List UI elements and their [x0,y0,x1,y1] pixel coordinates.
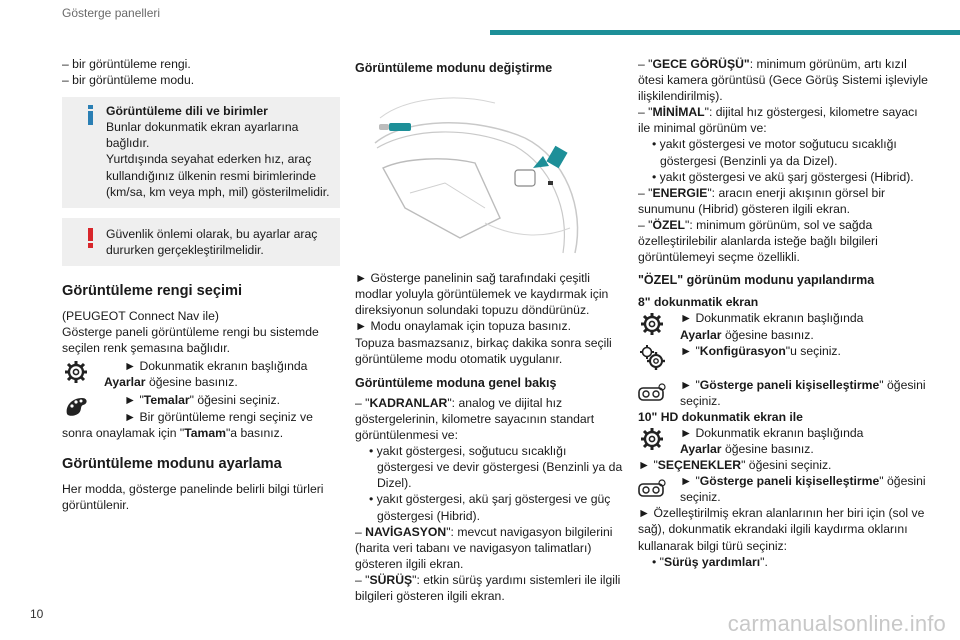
mode-item [355,572,623,604]
text: : minimum görünüm, artı kızıl ötesi kamera görüntüsü (Gece Görüş Sistemi işleviyle ilişkilendirilmiş). [638,57,928,104]
step-text: ► Dokunmatik ekranın başlığında [124,359,308,374]
step-text: ► " [638,458,658,473]
text: ": aracın enerji akışının görsel bir sunumunu (Hibrid) gösteren ilgili ekran. [638,185,886,216]
mode-name: KADRANLAR [369,395,448,410]
paragraph: Gösterge paneli görüntüleme rengi bu sistemde seçilen renk şemasına bağlıdır. [62,325,319,356]
mode-item [638,185,928,217]
step-bold: Tamam [184,425,226,440]
heading-custom: "ÖZEL" görünüm modunu yapılandırma [638,273,875,288]
step-text: öğesine basınız. [721,327,814,342]
text: – " [638,57,653,71]
gear-icon [638,425,666,453]
mode-name: ÖZEL [652,217,685,232]
step-configuration [638,343,928,377]
warning-body: Güvenlik önlemi olarak, bu ayarlar araç dururken gerçekleştirilmelidir. [106,226,318,257]
step-text: " öğesini seçiniz. [741,458,832,473]
dash-item: – bir görüntüleme modu. [62,73,195,88]
warning-box [62,218,340,266]
step-text: öğesine basınız. [145,375,238,390]
step-bold: Ayarlar [104,375,146,390]
bullet-item: • yakıt göstergesi, soğutucu sıcaklığı göstergesi ve devir göstergesi (Benzinli ya da Dizel). [369,444,623,491]
gear-icon [638,310,666,338]
info-body: Bunlar dokunmatik ekran ayarlarına bağlıdır. [106,120,299,151]
step-themes [62,392,340,440]
heading-mode: Görüntüleme modunu ayarlama [62,455,282,472]
mode-item [638,56,928,104]
mode-item [638,217,928,265]
text: – " [355,572,370,587]
step-text: ► Dokunmatik ekranın başlığında [680,425,864,440]
text: – [355,524,366,539]
dashboard-icon [638,479,666,499]
text: ". [760,554,768,569]
mode-item [355,395,623,443]
mode-name: MİNİMAL [652,105,705,120]
step-text: "u seçiniz. [785,343,841,358]
step-bold: SEÇENEKLER [657,458,742,473]
info-box [62,97,340,208]
text: ": dijital hız göstergesi, kilometre sayacı ile minimal görünüm ve: [638,105,918,136]
dashboard-icon [638,383,666,403]
step-dashboard [638,377,928,409]
mode-item [355,524,623,572]
step-text: " öğesini seçiniz. [680,474,926,505]
palette-icon [62,392,90,420]
text: – " [638,217,653,232]
paragraph: ► Gösterge panelinin sağ tarafındaki çeşitli modlar yoluyla görüntülemek ve kaydırmak için direksiyonun solundaki topuzu döndürünüz. [355,271,609,318]
step-text: ► Dokunmatik ekranın başlığında [680,311,864,326]
paragraph: Topuza basmazsanız, birkaç dakika sonra seçili görüntüleme modu otomatik uygulanır. [355,335,612,366]
step-options [638,457,928,473]
heading-change: Görüntüleme modunu değiştirme [355,61,553,75]
mode-name: GECE GÖRÜŞÜ" [652,57,750,71]
info-icon [84,105,98,125]
mode-name: NAVİGASYON [365,524,447,539]
step-text: ► " [680,343,700,358]
heading-overview: Görüntüleme moduna genel bakış [355,375,557,390]
mode-item [638,104,928,136]
mode-name: ENERGIE [652,185,708,200]
paragraph: Her modda, gösterge panelinde belirli bilgi türleri görüntülenir. [62,481,324,512]
subheading-8inch: 8" dokunmatik ekran [638,295,759,310]
text: ": minimum görünüm, sol ve sağda özelleştirilebilir alanlarda isteğe bağlı bilgileri görüntülemeyi seçme özellikli. [638,217,878,265]
heading-color: Görüntüleme rengi seçimi [62,282,243,299]
warning-icon [84,228,98,248]
paragraph: ► Modu onaylamak için topuza basınız. [355,319,571,334]
paragraph: ► Özelleştirilmiş ekran alanlarının her biri için (sol ve sağ), dokunmatik ekrandaki ilgili kaydırma oklarını kullanarak bilgi türü seçiniz: [638,506,925,553]
column-2 [355,56,623,604]
gears-icon [638,343,666,371]
step-bold: Gösterge paneli kişiselleştirme [699,377,880,392]
text: ": etkin sürüş yardımı sistemleri ile ilgili bilgileri gösteren ilgili ekran. [355,572,621,603]
step-bold: Gösterge paneli kişiselleştirme [699,474,880,489]
watermark: carmanualsonline.info [727,611,946,636]
step-settings [638,310,928,342]
column-1 [62,56,340,513]
header-accent-bar [490,30,960,35]
column-3 [638,56,928,570]
step-bold: Ayarlar [680,441,722,456]
step-text: ► " [680,377,700,392]
step-text: ► " [124,393,144,408]
paragraph: (PEUGEOT Connect Nav ile) [62,308,219,323]
mode-name: SÜRÜŞ [369,572,413,587]
step-text: ► Bir görüntüleme rengi seçiniz ve sonra onaylamak için " [62,409,313,440]
info-title: Görüntüleme dili ve birimler [106,104,268,119]
step-text: "a basınız. [225,425,284,440]
step-text: " öğesini seçiniz. [189,393,280,408]
step-text: öğesine basınız. [721,441,814,456]
bullet-item: • yakıt göstergesi, akü şarj göstergesi ve güç göstergesi (Hibrid). [369,492,611,523]
bullet-item: • yakıt göstergesi ve motor soğutucu sıcaklığı göstergesi (Benzinli ya da Dizel). [652,137,897,168]
step-dashboard [638,473,928,505]
bullet-item: • yakıt göstergesi ve akü şarj göstergesi (Hibrid). [652,169,914,184]
gear-icon [62,358,90,386]
text: • " [652,554,664,569]
text: – " [355,395,370,410]
step-bold: Ayarlar [680,327,722,342]
text: ": analog ve dijital hız göstergelerinin, kilometre sayacının standart görüntülenmesi ve: [355,395,595,443]
step-text: " öğesini seçiniz. [680,377,926,408]
text: ": mevcut navigasyon bilgilerini (harita veri tabanı ve navigasyon talimatları) gösteren ilgili ekran. [355,524,613,571]
info-body: Yurtdışında seyahat ederken hız, araç kullandığınız ülkenin resmi birimlerinde (km/sa, km veya mph, mil) gösterilmelidir. [106,152,330,199]
bullet-item [638,554,928,570]
dash-item: – bir görüntüleme rengi. [62,57,191,71]
step-settings [62,358,340,390]
section-header: Gösterge panelleri [62,6,161,20]
page-number: 10 [30,607,44,621]
step-bold: Konfigürasyon [699,343,786,358]
text: – " [638,105,653,120]
subheading-10inch: 10" HD dokunmatik ekran ile [638,409,803,424]
mode-name: Sürüş yardımları [663,554,761,569]
step-bold: Temalar [143,393,190,408]
text: – " [638,185,653,200]
steering-wheel-figure [365,88,605,258]
step-text: ► " [680,474,700,489]
step-settings [638,425,928,457]
